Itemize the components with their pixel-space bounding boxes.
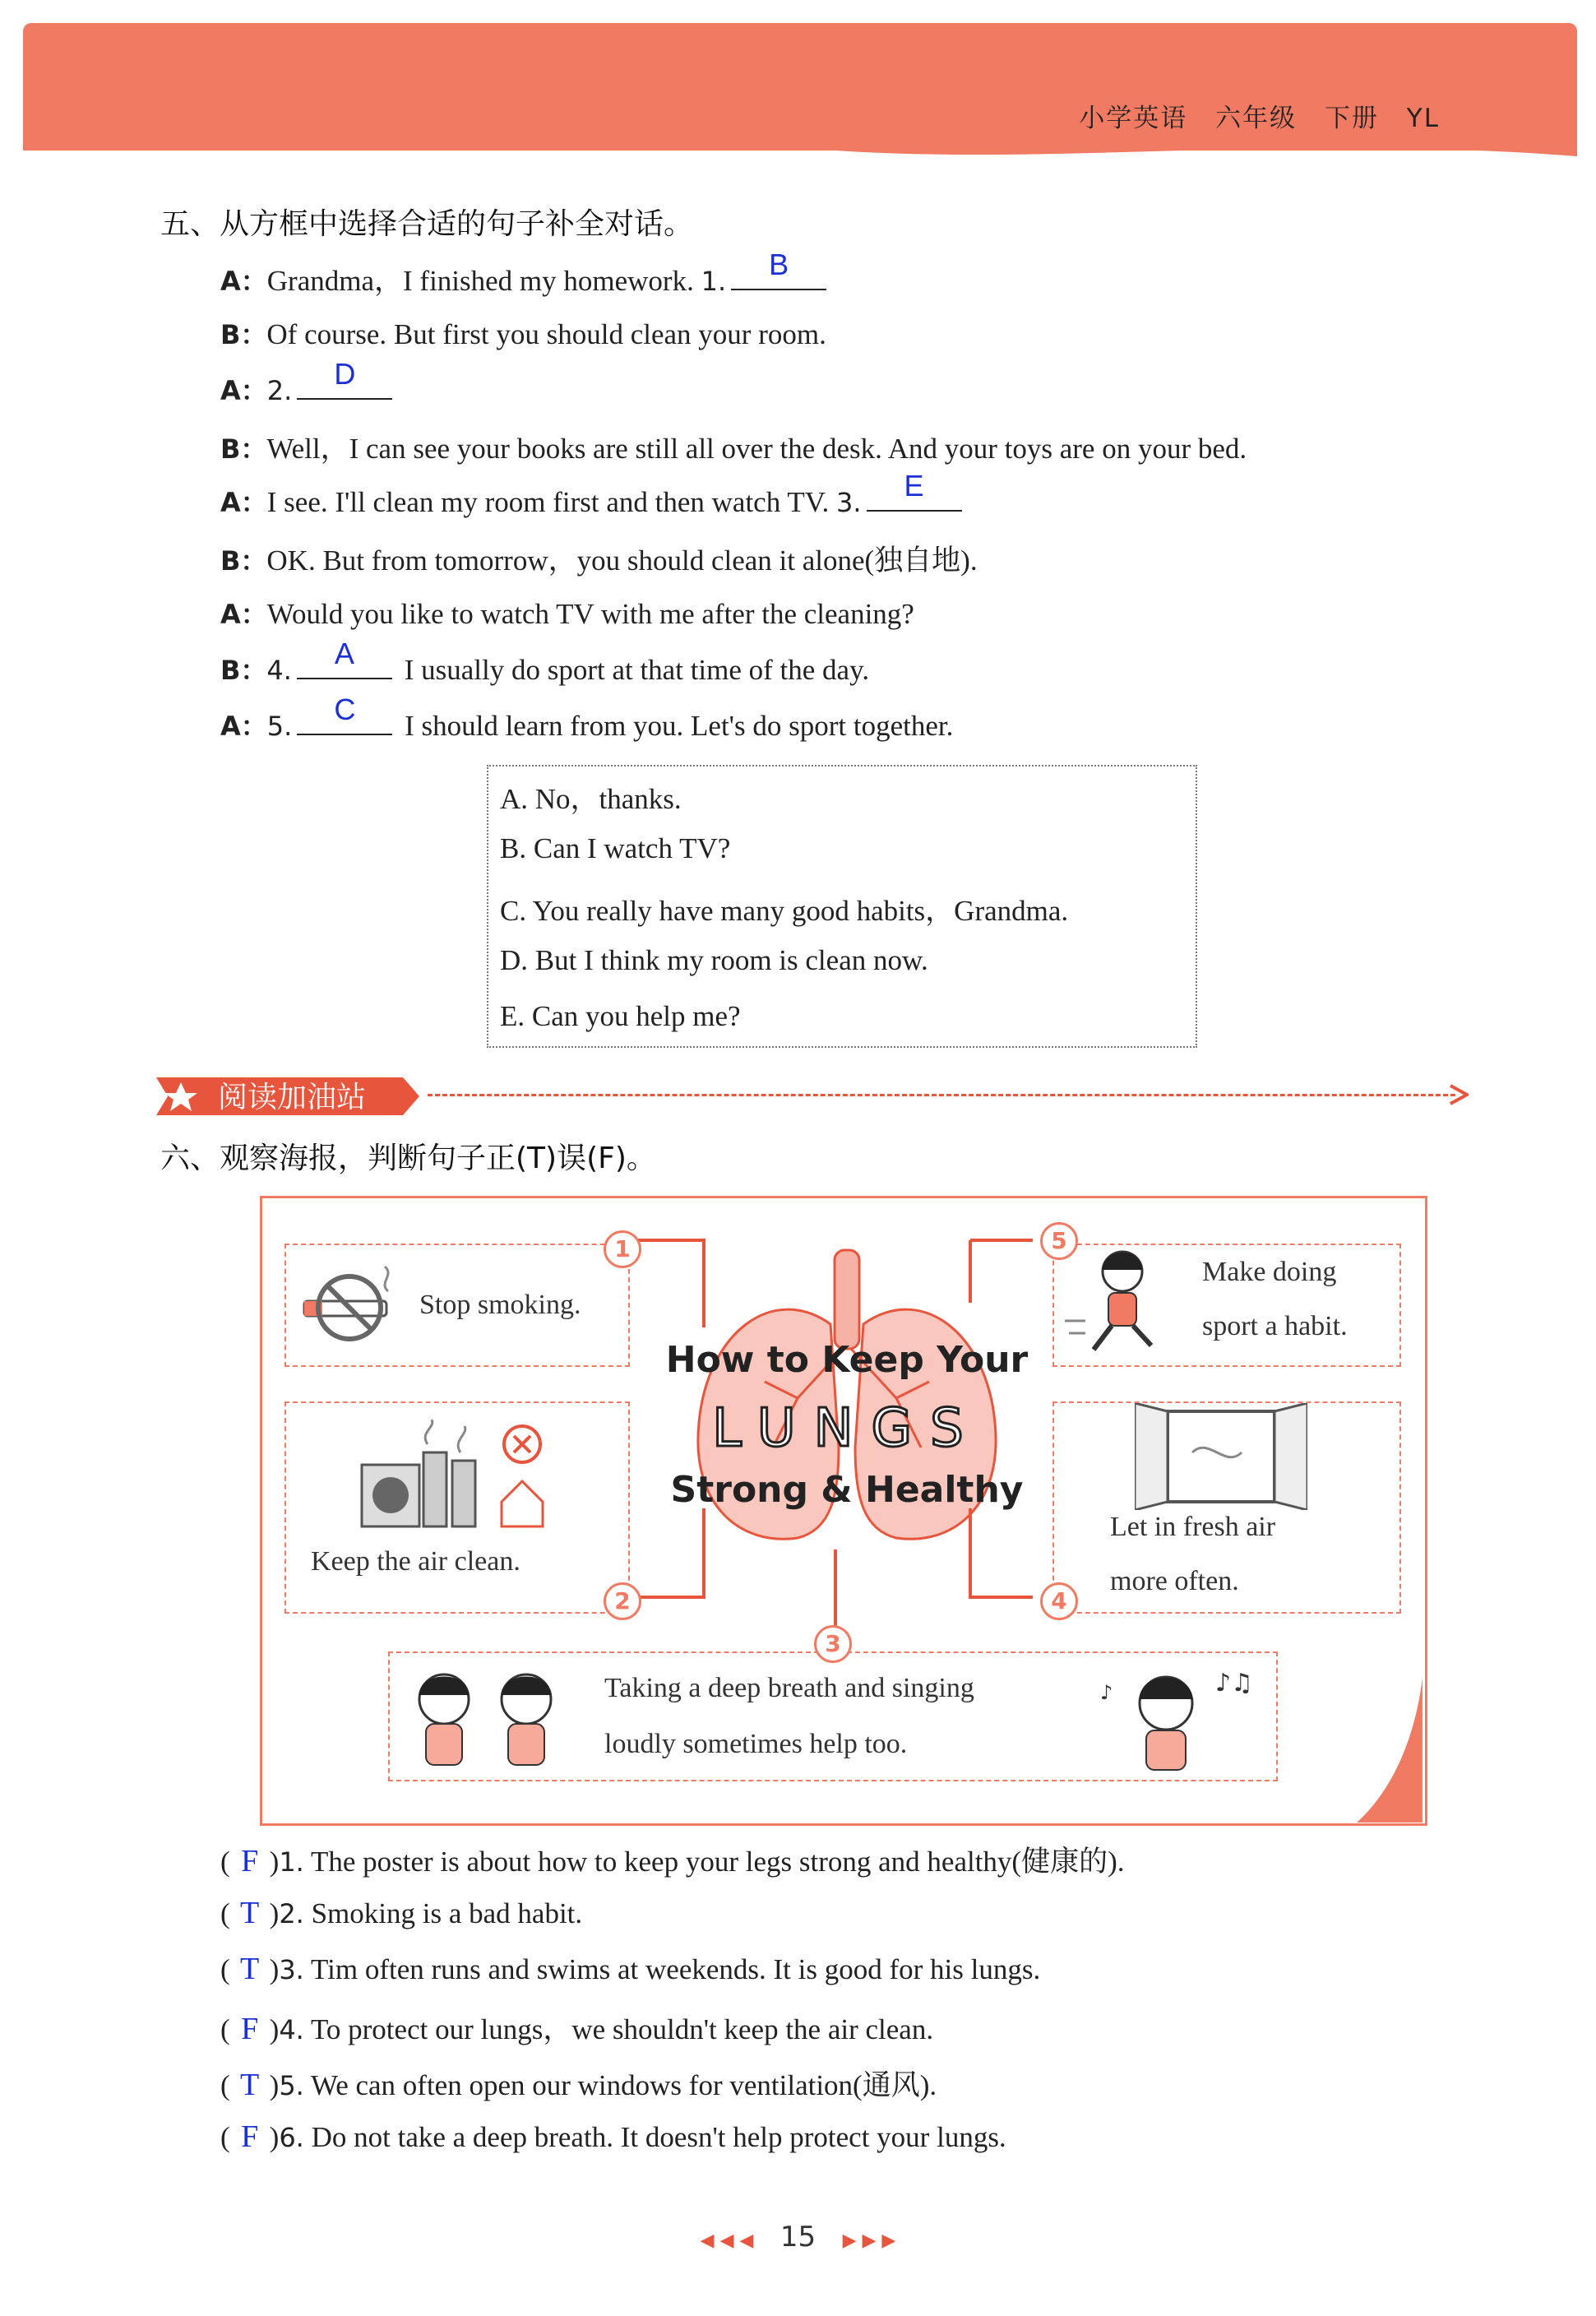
header-edition: YL xyxy=(1406,104,1440,133)
dialog-line-2: B：Of course. But first you should clean your room. xyxy=(220,318,826,350)
tf-statement-5: ( T )5. We can often open our windows for ventilation(通风). xyxy=(220,2068,937,2102)
section6-title: 六、观察海报，判断句子正(T)误(F)。 xyxy=(160,1142,656,1175)
option-b: B. Can I watch TV? xyxy=(500,832,731,864)
answer-blank-3[interactable]: E xyxy=(867,485,962,512)
tf-answer-4[interactable]: F xyxy=(241,2012,259,2046)
option-e: E. Can you help me? xyxy=(500,1000,741,1032)
page-number: 15 xyxy=(779,2221,817,2253)
tip-1-number: 1 xyxy=(604,1230,641,1268)
tf-statement-4: ( F )4. To protect our lungs，we shouldn't keep the air clean. xyxy=(220,2012,934,2046)
singing-girl-icon xyxy=(1092,1658,1265,1773)
tip-4-text-line1: Let in fresh air xyxy=(1110,1512,1276,1542)
svg-text:♪: ♪ xyxy=(1100,1681,1113,1704)
tip-4-number: 4 xyxy=(1040,1582,1078,1620)
dialog-line-7: A：Would you like to watch TV with me after the cleaning? xyxy=(220,598,914,630)
dialog-line-1: A：Grandma，I finished my homework. 1. B xyxy=(220,258,831,299)
option-c: C. You really have many good habits，Grandma. xyxy=(500,895,1069,927)
answer-blank-1[interactable]: B xyxy=(731,264,826,290)
option-a: A. No，thanks. xyxy=(500,783,682,815)
section5-title: 五、从方框中选择合适的句子补全对话。 xyxy=(160,207,694,241)
answer-blank-2[interactable]: D xyxy=(297,373,392,400)
answer-blank-5[interactable]: C xyxy=(297,709,392,735)
svg-text:♪♫: ♪♫ xyxy=(1215,1669,1254,1698)
dialog-line-8: B：4. A I usually do sport at that time of the day. xyxy=(220,637,870,686)
tip-2-text: Keep the air clean. xyxy=(311,1546,520,1577)
breathing-kids-icon xyxy=(395,1658,567,1773)
option-d: D. But I think my room is clean now. xyxy=(500,944,928,976)
tip-5-text-line2: sport a habit. xyxy=(1202,1311,1348,1341)
tip-5-text-line1: Make doing xyxy=(1202,1257,1337,1287)
next-arrows-icon: ▶ ▶ ▶ xyxy=(842,2230,896,2251)
tf-statement-2: ( T )2. Smoking is a bad habit. xyxy=(220,1896,583,1930)
page-footer xyxy=(0,2221,1596,2253)
dialog-line-5: A：I see. I'll clean my room first and then watch TV. 3. E xyxy=(220,482,967,520)
dialog-line-4: B：Well，I can see your books are still all over the desk. And your toys are on your bed. xyxy=(220,433,1247,465)
header-subject: 小学英语 xyxy=(1079,104,1188,133)
prev-arrows-icon: ◀ ◀ ◀ xyxy=(700,2230,754,2251)
dash-arrow-icon xyxy=(1449,1084,1469,1105)
factory-icon xyxy=(354,1420,567,1535)
tip-3-text-line2: loudly sometimes help too. xyxy=(604,1729,908,1759)
tip-4-text-line2: more often. xyxy=(1110,1566,1239,1596)
tf-answer-3[interactable]: T xyxy=(240,1952,260,1986)
dialog-line-9: A：5. C I should learn from you. Let's do sport together. xyxy=(220,692,954,742)
reading-banner-label: 阅读加油站 xyxy=(218,1081,367,1114)
no-smoking-icon xyxy=(296,1258,403,1349)
tf-answer-2[interactable]: T xyxy=(240,1896,260,1930)
tf-statement-3: ( T )3. Tim often runs and swims at weekends. It is good for his lungs. xyxy=(220,1952,1041,1986)
banner-dash-line xyxy=(428,1094,1455,1096)
answer-blank-4[interactable]: A xyxy=(297,653,392,679)
tip-3-number: 3 xyxy=(814,1625,852,1663)
poster-title-1: How to Keep Your xyxy=(665,1339,1029,1381)
open-window-icon xyxy=(1135,1403,1307,1510)
tf-statement-6: ( F )6. Do not take a deep breath. It doesn't help protect your lungs. xyxy=(220,2119,1006,2154)
tf-answer-5[interactable]: T xyxy=(240,2068,260,2102)
header-meta xyxy=(1079,97,1440,134)
tip-5-number: 5 xyxy=(1040,1222,1078,1260)
tip-1-text: Stop smoking. xyxy=(419,1290,581,1320)
dialog-line-6: B：OK. But from tomorrow，you should clean it alone(独自地). xyxy=(220,544,978,577)
tf-statement-1: ( F )1. The poster is about how to keep your legs strong and healthy(健康的). xyxy=(220,1844,1125,1878)
header-volume: 下册 xyxy=(1324,104,1379,133)
dialog-line-3: A：2. D xyxy=(220,370,397,408)
header-grade: 六年级 xyxy=(1215,104,1298,133)
tf-answer-1[interactable]: F xyxy=(241,1844,259,1878)
tip-3-text-line1: Taking a deep breath and singing xyxy=(604,1673,974,1703)
tip-2-number: 2 xyxy=(604,1582,641,1620)
poster-title-3: Strong & Healthy xyxy=(670,1469,1024,1511)
tf-answer-6[interactable]: F xyxy=(241,2119,259,2154)
poster-title-2: LUNGS xyxy=(712,1398,982,1459)
running-boy-icon xyxy=(1061,1247,1176,1362)
